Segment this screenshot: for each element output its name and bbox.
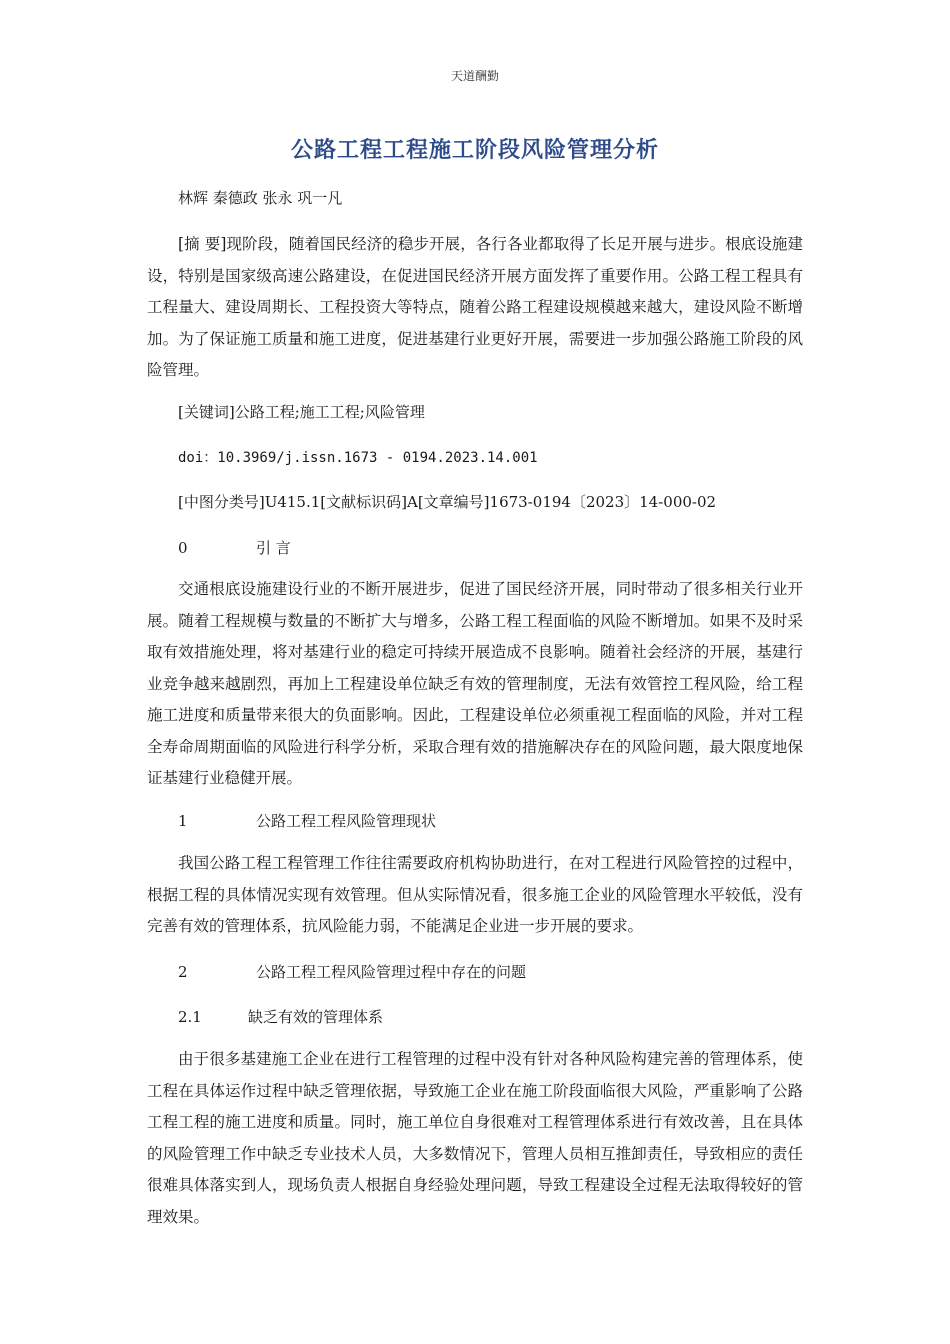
subsection-title: 缺乏有效的管理体系 [248, 1008, 384, 1026]
section-number: 1 [178, 812, 188, 830]
abstract: [摘 要]现阶段，随着国民经济的稳步开展，各行各业都取得了长足开展与进步。根底设施建设，特别是国家级高速公路建设，在促进国民经济开展方面发挥了重要作用。公路工程工程具有工程量大、建设周期长、工程投资大等特点，随着公路工程建设规模越来越大，建设风险不断增加。为了保证施工质量和施工进度，促进基建行业更好开展，需要进一步加强公路施工阶段的风险管理。 [147, 235, 803, 379]
section-title: 公路工程工程风险管理现状 [256, 812, 437, 830]
section-heading [178, 537, 291, 558]
subsection-number: 2.1 [178, 1008, 202, 1026]
body-paragraph: 由于很多基建施工企业在进行工程管理的过程中没有针对各种风险构建完善的管理体系，使工程在具体运作过程中缺乏管理依据，导致施工企业在施工阶段面临很大风险，严重影响了公路工程工程的施工进度和质量。同时，施工单位自身很难对工程管理体系进行有效改善，且在具体的风险管理工作中缺乏专业技术人员，大多数情况下，管理人员相互推卸责任，导致相应的责任很难具体落实到人，现场负责人根据自身经验处理问题，导致工程建设全过程无法取得较好的管理效果。 [147, 1050, 803, 1226]
section-title: 公路工程工程风险管理过程中存在的问题 [256, 963, 527, 981]
section-title: 引 言 [256, 539, 291, 557]
page-header: 天道酬勤 [450, 69, 499, 83]
keywords: [关键词]公路工程;施工工程;风险管理 [178, 403, 425, 421]
body-paragraph: 我国公路工程工程管理工作往往需要政府机构协助进行，在对工程进行风险管控的过程中，根据工程的具体情况实现有效管理。但从实际情况看，很多施工企业的风险管理水平较低，没有完善有效的管理体系，抗风险能力弱，不能满足企业进一步开展的要求。 [147, 854, 803, 935]
doi: doi：10.3969/j.issn.1673 - 0194.2023.14.001 [178, 450, 538, 466]
authors: 林辉 秦德政 张永 巩一凡 [178, 189, 343, 207]
section-heading [178, 810, 436, 831]
section-number: 0 [178, 539, 188, 557]
section-heading [178, 961, 526, 982]
body-paragraph: 交通根底设施建设行业的不断开展进步，促进了国民经济开展，同时带动了很多相关行业开展。随着工程规模与数量的不断扩大与增多，公路工程工程面临的风险不断增加。如果不及时采取有效措施处理，将对基建行业的稳定可持续开展造成不良影响。随着社会经济的开展，基建行业竞争越来越剧烈，再加上工程建设单位缺乏有效的管理制度，无法有效管控工程风险，给工程施工进度和质量带来很大的负面影响。因此，工程建设单位必须重视工程面临的风险，并对工程全寿命周期面临的风险进行科学分析，采取合理有效的措施解决存在的风险问题，最大限度地保证基建行业稳健开展。 [147, 580, 803, 787]
section-number: 2 [178, 963, 188, 981]
subsection-heading [178, 1006, 383, 1027]
classification-codes: [中图分类号]U415.1[文献标识码]A[文章编号]1673-0194〔2023〕14-000-02 [178, 493, 717, 511]
paper-title: 公路工程工程施工阶段风险管理分析 [290, 138, 659, 163]
